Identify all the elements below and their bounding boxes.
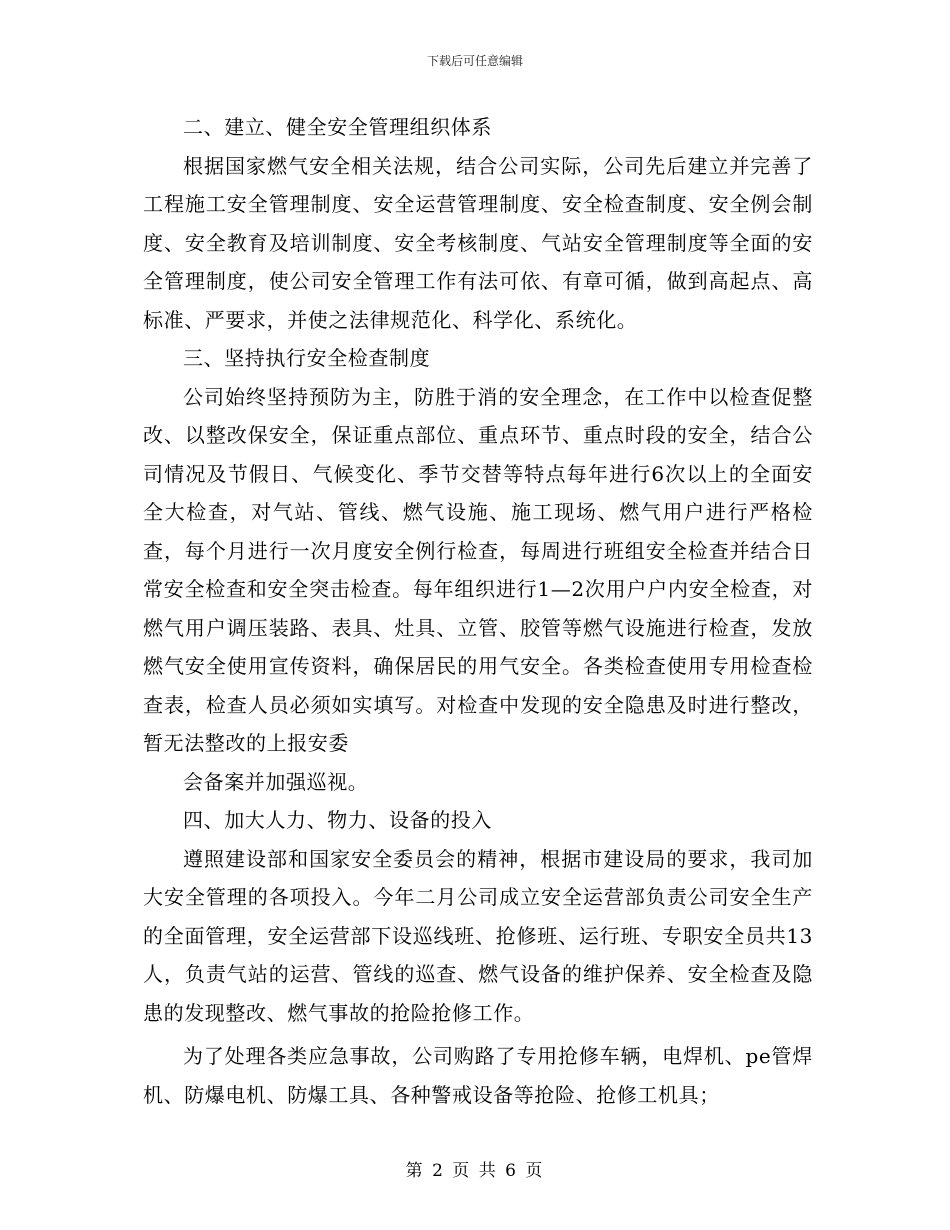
paragraph-continuation: 会备案并加强巡视。: [183, 769, 369, 794]
section-heading-4: 四、加大人力、物力、设备的投入: [183, 808, 492, 832]
paragraph-investment: 遵照建设部和国家安全委员会的精神，根据市建设局的要求，我司加大安全管理的各项投入。今年二月公司成立安全运营部负责公司安全生产的全面管理，安全运营部下设巡线班、抢修班、运行班、专职安全员共13人，负责气站的运营、管线的巡查、燃气设备的维护保养、安全检查及隐患的发现整改、燃气事故的抢险抢修工作。: [143, 846, 813, 1025]
page-header-note: 下载后可任意编辑: [426, 54, 523, 68]
paragraph-safety-regulations: 根据国家燃气安全相关法规，结合公司实际，公司先后建立并完善了工程施工安全管理制度、安全运营管理制度、安全检查制度、安全例会制度、安全教育及培训制度、安全考核制度、气站安全管理制度等全面的安全管理制度，使公司安全管理工作有法可依、有章可循，做到高起点、高标准、严要求，并使之法律规范化、科学化、系统化。: [143, 153, 813, 332]
paragraph-emergency-equipment: 为了处理各类应急事故，公司购路了专用抢修车辆，电焊机、pe管焊机、防爆电机、防爆工具、各种警戒设备等抢险、抢修工机具；: [143, 1044, 813, 1107]
document-body: [143, 108, 813, 1114]
page-number-footer: 第 2 页 共 6 页: [405, 1161, 545, 1181]
paragraph-safety-inspection: 公司始终坚持预防为主，防胜于消的安全理念，在工作中以检查促整改、以整改保安全，保证重点部位、重点环节、重点时段的安全，结合公司情况及节假日、气候变化、季节交替等特点每年进行6次以上的全面安全大检查，对气站、管线、燃气设施、施工现场、燃气用户进行严格检查，每个月进行一次月度安全例行检查，每周进行班组安全检查并结合日常安全检查和安全突击检查。每年组织进行1—2次用户户内安全检查，对燃气用户调压装路、表具、灶具、立管、胶管等燃气设施进行检查，发放燃气安全使用宣传资料，确保居民的用气安全。各类检查使用专用检查检查表，检查人员必须如实填写。对检查中发现的安全隐患及时进行整改，暂无法整改的上报安委: [143, 384, 813, 755]
section-heading-2: 二、建立、健全安全管理组织体系: [183, 115, 492, 139]
section-heading-3: 三、坚持执行安全检查制度: [183, 346, 431, 370]
